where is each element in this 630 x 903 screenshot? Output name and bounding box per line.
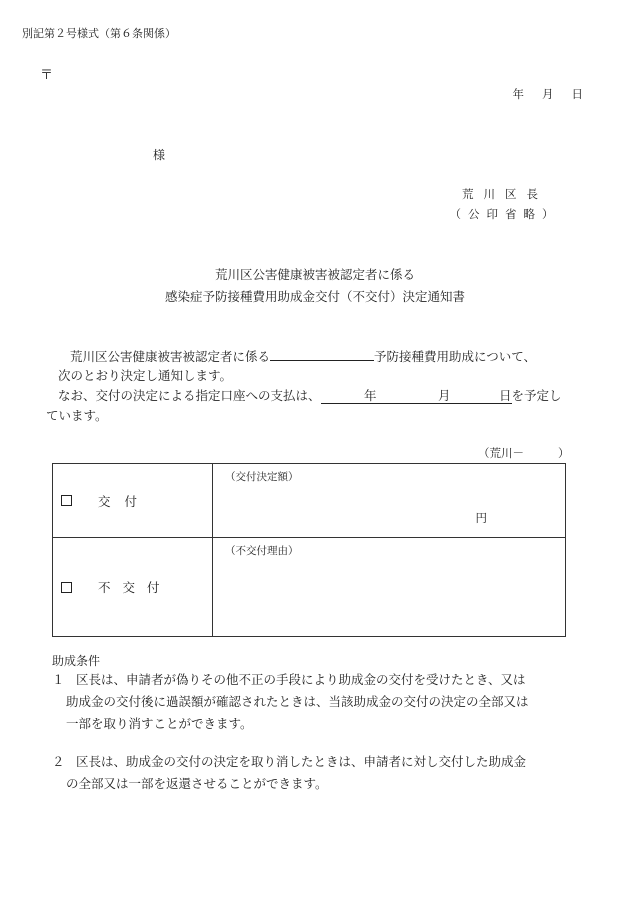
recipient-honorific: 様 <box>153 148 166 162</box>
payment-year-blank: 年 <box>321 388 399 404</box>
body-p2-after: を予定し <box>511 388 562 403</box>
body-paragraph-2 <box>58 388 562 404</box>
no-grant-reason-label: （不交付理由） <box>225 545 299 557</box>
condition-item-2 <box>52 751 526 795</box>
decision-table <box>52 463 566 637</box>
payment-month-blank: 月 <box>399 388 457 404</box>
body-p1-after: 予防接種費用助成について、 <box>374 349 537 364</box>
issuer-name: 荒川区長 <box>462 187 548 201</box>
date-month-label: 月 <box>542 87 554 101</box>
yen-unit: 円 <box>475 511 487 525</box>
grant-row <box>53 464 566 538</box>
condition-1-line3: 一部を取り消すことができます。 <box>66 716 253 731</box>
condition-item-1 <box>52 669 529 735</box>
seal-omitted-note: （公印省略） <box>449 206 561 221</box>
no-grant-option-cell <box>53 538 213 637</box>
grant-option-cell <box>53 464 213 538</box>
condition-1-line1: 区長は、申請者が偽りその他不正の手段により助成金の交付を受けたとき、又は <box>76 672 526 687</box>
payment-day-blank: 日 <box>457 388 512 404</box>
form-number: 別記第２号様式（第６条関係） <box>22 27 176 40</box>
no-grant-row <box>53 538 566 637</box>
grant-label: 交付 <box>98 493 152 509</box>
reference-suffix: ） <box>558 446 570 460</box>
body-paragraph-1 <box>70 347 536 364</box>
no-grant-reason-cell <box>213 538 566 637</box>
grant-amount-cell <box>213 464 566 538</box>
condition-1-number: １ <box>52 672 65 687</box>
body-paragraph-1-line2: 次のとおり決定し通知します。 <box>58 368 233 383</box>
body-p2-before: なお、交付の決定による指定口座への支払は、 <box>58 388 321 403</box>
condition-1-line2: 助成金の交付後に過誤額が確認されたときは、当該助成金の交付の決定の全部又は <box>66 694 529 709</box>
reference-number <box>478 447 570 461</box>
body-p1-before: 荒川区公害健康被害被認定者に係る <box>70 349 271 364</box>
postal-mark: 〒 <box>40 68 54 83</box>
body-paragraph-2-line2: ています。 <box>46 408 108 423</box>
date-year-label: 年 <box>512 87 524 101</box>
grant-amount-label: （交付決定額） <box>225 471 299 483</box>
condition-2-line1: 区長は、助成金の交付の決定を取り消したときは、申請者に対し交付した助成金 <box>76 754 527 769</box>
document-title-line1: 荒川区公害健康被害被認定者に係る <box>214 267 415 282</box>
conditions-heading: 助成条件 <box>52 654 101 668</box>
reference-prefix: （荒川－ <box>478 446 524 460</box>
no-grant-label: 不交付 <box>98 580 172 595</box>
condition-2-number: ２ <box>52 754 65 769</box>
issuer-block <box>445 188 565 222</box>
date-day-label: 日 <box>571 87 583 101</box>
vaccine-name-blank <box>270 347 374 361</box>
grant-checkbox[interactable] <box>61 495 72 506</box>
condition-2-line2: の全部又は一部を返還させることができます。 <box>66 776 328 791</box>
no-grant-checkbox[interactable] <box>61 582 72 593</box>
document-title-line2: 感染症予防接種費用助成金交付（不交付）決定通知書 <box>164 289 465 304</box>
issue-date <box>513 88 584 102</box>
